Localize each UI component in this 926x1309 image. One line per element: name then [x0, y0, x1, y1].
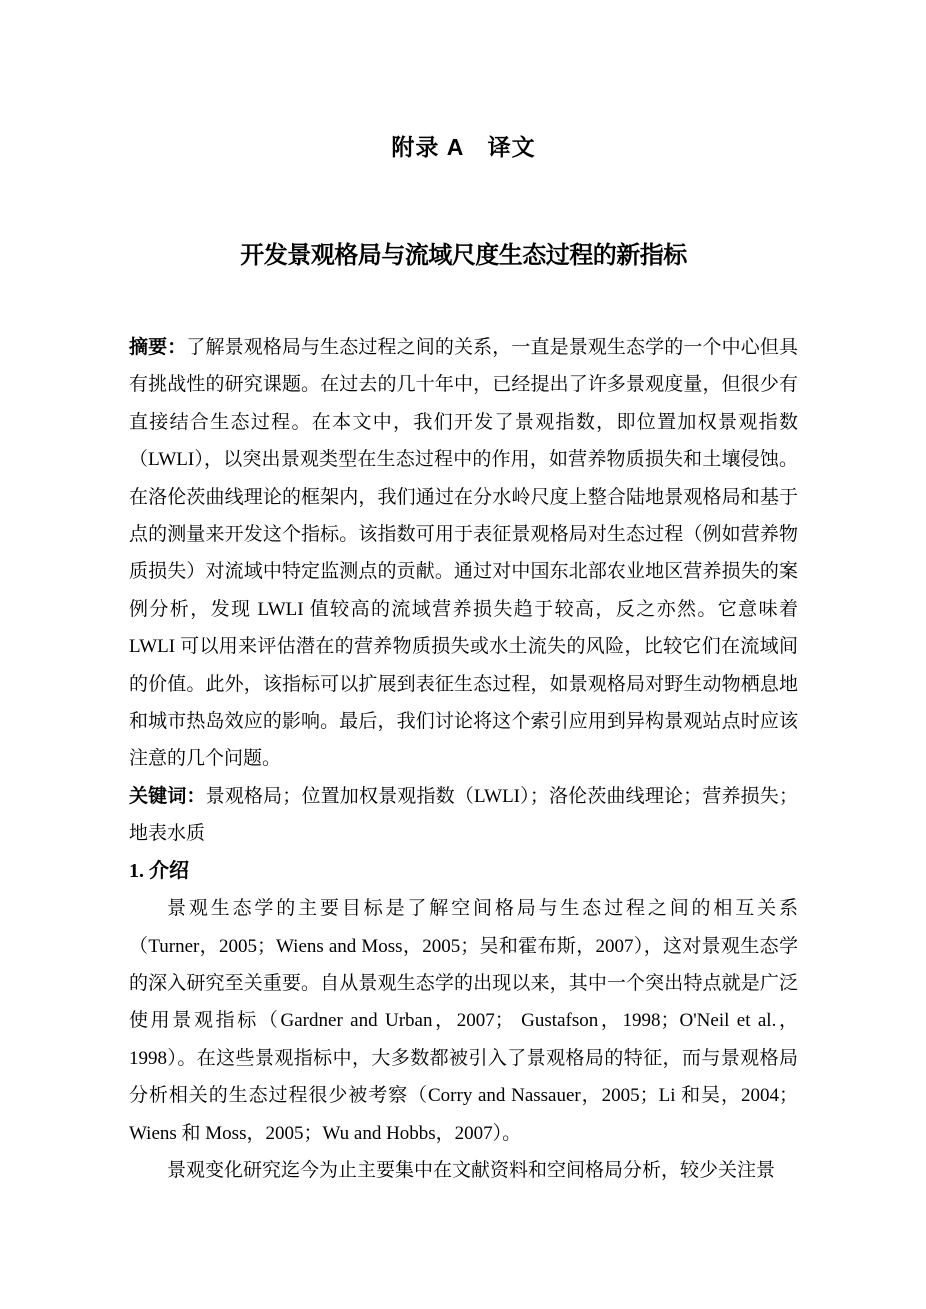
keywords-text: 景观格局；位置加权景观指数（LWLI）；洛伦茨曲线理论；营养损失；地表水质 [129, 785, 798, 845]
abstract-label: 摘要： [129, 337, 187, 358]
appendix-heading: 附录 A 译文 [391, 134, 536, 160]
section-1-heading: 1. 介绍 [129, 859, 189, 882]
abstract-paragraph [129, 329, 798, 778]
keywords-label: 关键词： [129, 785, 206, 807]
intro-paragraph-2: 景观变化研究迄今为止主要集中在文献资料和空间格局分析，较少关注景 [167, 1159, 776, 1181]
paper-title: 开发景观格局与流域尺度生态过程的新指标 [240, 242, 687, 269]
intro-paragraph-1: 景观生态学的主要目标是了解空间格局与生态过程之间的相互关系（Turner，2005；Wiens and Moss，2005；吴和霍布斯，2007），这对景观生态学的深入研究至关重要。自从景观生态学的出现以来，其中一个突出特点就是广泛使用景观指标（Gardner and Urban，2007； Gustafson，1998；O'Neil et al.，1998）。在这些景观指标中，大多数都被引入了景观格局的特征，而与景观格局分析相关的生态过程很少被考察（Corry and Nassauer，2005；Li 和吴，2004； Wiens 和 Moss，2005；Wu and Hobbs，2007）。 [129, 898, 798, 1144]
abstract-text: 了解景观格局与生态过程之间的关系，一直是景观生态学的一个中心但具有挑战性的研究课题。在过去的几十年中，已经提出了许多景观度量，但很少有直接结合生态过程。在本文中，我们开发了景观指数，即位置加权景观指数（LWLI），以突出景观类型在生态过程中的作用，如营养物质损失和土壤侵蚀。在洛伦茨曲线理论的框架内，我们通过在分水岭尺度上整合陆地景观格局和基于点的测量来开发这个指标。该指数可用于表征景观格局对生态过程（例如营养物质损失）对流域中特定监测点的贡献。通过对中国东北部农业地区营养损失的案例分析，发现 LWLI 值较高的流域营养损失趋于较高，反之亦然。它意味着 LWLI 可以用来评估潜在的营养物质损失或水土流失的风险，比较它们在流域间的价值。此外，该指标可以扩展到表征生态过程，如景观格局对野生动物栖息地和城市热岛效应的影响。最后，我们讨论将这个索引应用到异构景观站点时应该注意的几个问题。 [129, 337, 798, 770]
keywords-paragraph [129, 778, 798, 853]
document-content [0, 132, 926, 1189]
